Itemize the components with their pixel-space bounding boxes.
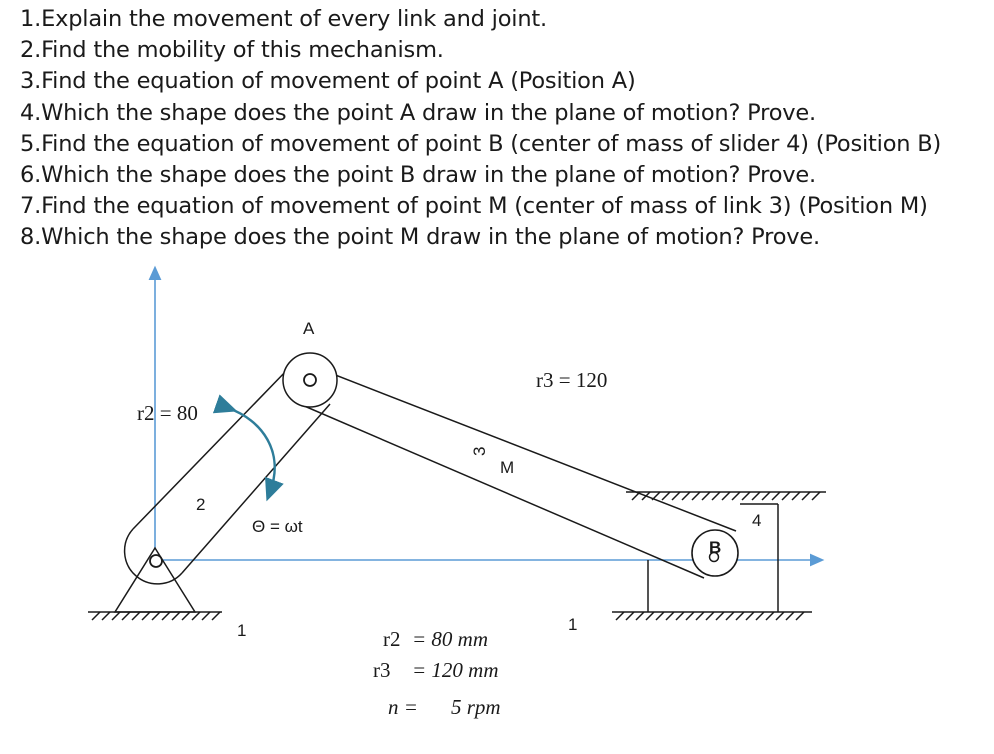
label-point-b: B (709, 538, 722, 557)
question-3: 3.Find the equation of movement of point A (Position A) (20, 68, 636, 95)
label-r2: r2 = 80 (137, 401, 198, 425)
rotation-arrow (228, 408, 275, 492)
label-point-m: M (500, 458, 515, 477)
joint-o2 (150, 555, 162, 567)
question-5: 5.Find the equation of movement of point B (center of mass of slider 4) (Position B) (20, 130, 942, 157)
label-r3: r3 = 120 (536, 368, 608, 392)
given-r2-value: = 80 mm (412, 627, 489, 651)
question-7: 7.Find the equation of movement of point M (center of mass of link 3) (Position M) (20, 193, 928, 220)
given-n-value: 5 rpm (451, 695, 501, 719)
label-ground-left: 1 (237, 621, 247, 640)
link-3 (295, 362, 736, 578)
given-r2-name: r2 (383, 627, 401, 651)
label-point-a: A (303, 319, 315, 338)
label-ground-right: 1 (568, 615, 578, 634)
label-link-4: 4 (752, 511, 762, 530)
question-1: 1.Explain the movement of every link and joint. (20, 6, 547, 32)
given-values (373, 627, 501, 719)
question-2: 2.Find the mobility of this mechanism. (20, 37, 444, 64)
label-link-3: 3 (470, 446, 489, 456)
given-r3-name: r3 (373, 658, 391, 682)
question-6: 6.Which the shape does the point B draw in the plane of motion? Prove. (20, 162, 817, 189)
joint-a (304, 374, 316, 386)
given-r3-value: = 120 mm (412, 658, 499, 682)
question-8: 8.Which the shape does the point M draw in the plane of motion? Prove. (20, 224, 820, 251)
label-theta: Θ = ωt (252, 517, 303, 536)
given-n-name: n = (388, 695, 418, 719)
question-4: 4.Which the shape does the point A draw in the plane of motion? Prove. (20, 99, 816, 126)
label-link-2: 2 (196, 495, 206, 514)
